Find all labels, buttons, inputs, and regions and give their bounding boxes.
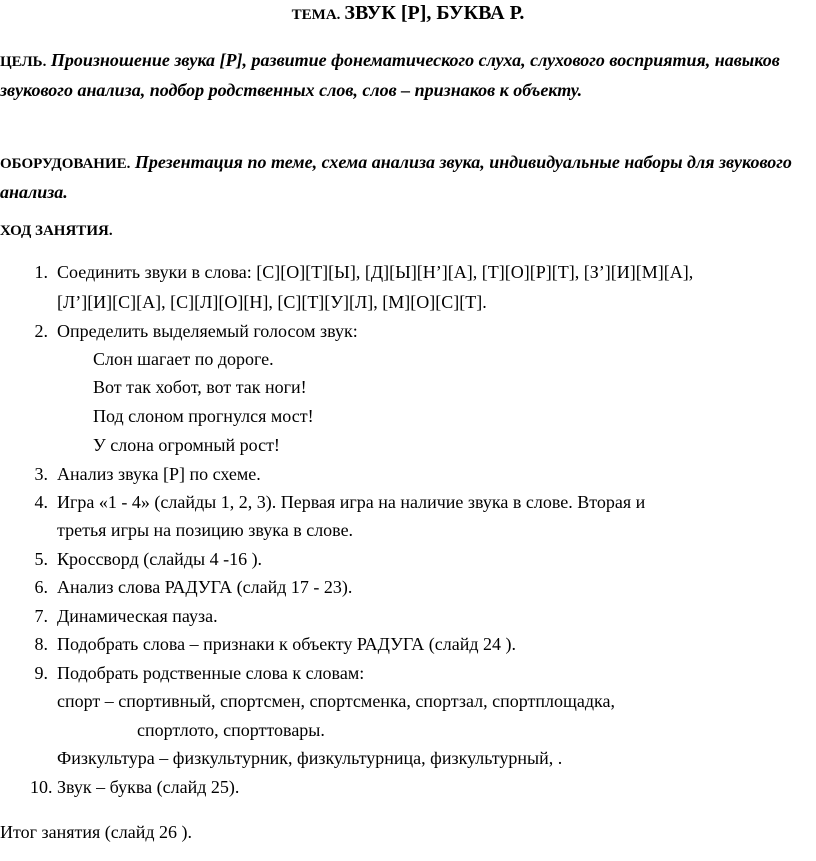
item-5-text: Кроссворд (слайды 4 -16 ). [57,549,263,569]
goal-text: Произношение звука [Р], развитие фонематического слуха, слухового восприятия, навыков звукового анализа, подбор родственных слов, слов – признаков к объекту. [0,50,780,100]
item-7-number: 7. [34,606,48,626]
item-1-text-line1: Соединить звуки в слова: [С][О][Т][Ы], [Д][Ы][Н’][А], [Т][О][Р][Т], [З’][И][М][А], [57,262,694,282]
item-4-number: 4. [34,492,48,512]
item-7-text: Динамическая пауза. [57,606,218,626]
item-9-number: 9. [34,663,48,683]
item-4-text-line2: третья игры на позицию звука в слове. [57,520,354,540]
goal-label: ЦЕЛЬ. [0,54,47,70]
equipment-text: Презентация по теме, схема анализа звука, индивидуальные наборы для звукового анализа. [0,152,792,202]
equipment-section [0,148,810,206]
item-3-number: 3. [34,464,48,484]
equipment-label: ОБОРУДОВАНИЕ. [0,156,131,172]
item-1-number: 1. [34,262,48,282]
title-text: ЗВУК [Р], БУКВА Р. [344,2,525,24]
item-10-text: Звук – буква (слайд 25). [57,777,240,797]
poem-line-3: Под слоном прогнулся мост! [93,406,314,426]
item-4-text-line1: Игра «1 - 4» (слайды 1, 2, 3). Первая игра на наличие звука в слове. Вторая и [57,492,646,512]
lesson-heading: ХОД ЗАНЯТИЯ. [0,223,113,239]
title-label: ТЕМА. [291,7,341,23]
item-6-text: Анализ слова РАДУГА (слайд 17 - 23). [57,577,353,597]
item-8-text: Подобрать слова – признаки к объекту РАДУГА (слайд 24 ). [57,634,517,654]
goal-section [0,46,810,104]
item-3-text: Анализ звука [Р] по схеме. [57,464,261,484]
item-1-text-line2: [Л’][И][С][А], [С][Л][О][Н], [С][Т][У][Л], [М][О][С][Т]. [57,292,487,312]
poem-line-2: Вот так хобот, вот так ноги! [93,377,307,397]
page-title [0,2,816,25]
item-6-number: 6. [34,577,48,597]
sport-words-line1: спорт – спортивный, спортсмен, спортсменка, спортзал, спортплощадка, [57,691,615,711]
item-2-text: Определить выделяемый голосом звук: [57,321,358,341]
item-9-text: Подобрать родственные слова к словам: [57,663,365,683]
poem-line-4: У слона огромный рост! [93,435,280,455]
lesson-summary: Итог занятия (слайд 26 ). [0,822,193,842]
fizkult-words: Физкультура – физкультурник, физкультурница, физкультурный, . [57,748,563,768]
item-8-number: 8. [34,634,48,654]
poem-line-1: Слон шагает по дороге. [93,349,274,369]
item-10-number: 10. [30,777,53,797]
item-5-number: 5. [34,549,48,569]
item-2-number: 2. [34,321,48,341]
sport-words-line2: спортлото, спорттовары. [137,720,325,740]
